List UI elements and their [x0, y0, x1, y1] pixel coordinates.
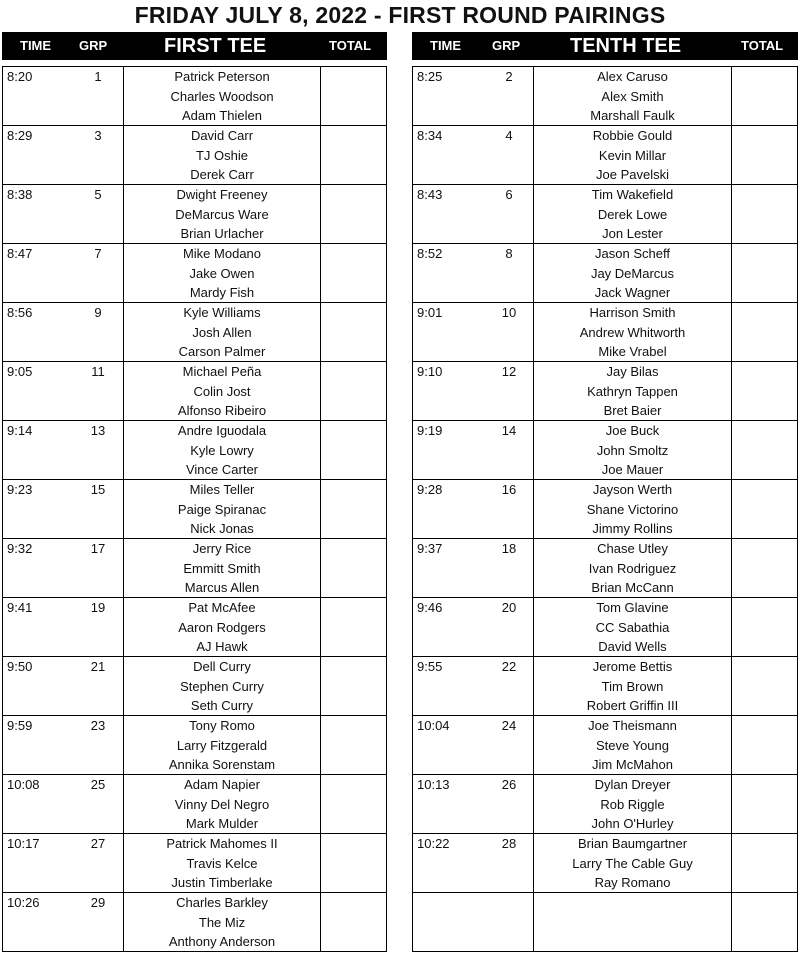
player-names [123, 303, 321, 361]
player-names [533, 657, 732, 715]
pairing-row [413, 420, 797, 479]
tee-time: 10:04 [417, 718, 450, 733]
player-name: Bret Baier [603, 403, 662, 419]
tee-time: 10:17 [7, 836, 40, 851]
pairing-row [3, 125, 386, 184]
pairing-row [413, 361, 797, 420]
group-number: 15 [90, 482, 106, 497]
player-name: Joe Pavelski [596, 167, 669, 183]
player-name: Andre Iguodala [177, 423, 267, 438]
player-name: Jack Wagner [594, 285, 671, 301]
player-names [123, 893, 321, 951]
player-name: Brian McCann [591, 580, 674, 596]
tee-time: 10:22 [417, 836, 450, 851]
tee-time: 9:32 [7, 541, 33, 556]
player-name: Aaron Rodgers [178, 619, 266, 635]
group-number: 27 [90, 836, 106, 851]
player-name: Kyle Lowry [190, 442, 254, 458]
player-name: Adam Napier [184, 777, 260, 792]
player-name: Jake Owen [189, 265, 255, 281]
player-name: Jim McMahon [592, 757, 673, 773]
player-name: Alex Smith [601, 88, 664, 104]
pairing-row [413, 833, 797, 892]
group-number: 17 [90, 541, 106, 556]
player-name: Alfonso Ribeiro [177, 403, 267, 419]
group-number [485, 893, 533, 951]
player-names [533, 539, 732, 597]
player-name: Jay DeMarcus [590, 265, 675, 281]
pairing-row [3, 833, 386, 892]
player-names [533, 244, 732, 302]
player-name: Dylan Dreyer [594, 777, 671, 792]
player-names [123, 126, 321, 184]
pairing-row [3, 302, 386, 361]
player-names [123, 775, 321, 833]
player-name: Mardy Fish [189, 285, 255, 301]
player-name: Travis Kelce [186, 855, 258, 871]
group-number: 18 [501, 541, 517, 556]
group-number: 24 [501, 718, 517, 733]
player-names [533, 126, 732, 184]
group-number: 20 [501, 600, 517, 615]
player-name: Colin Jost [193, 383, 251, 399]
player-names [123, 598, 321, 656]
pairing-row [3, 420, 386, 479]
player-name: Jerome Bettis [592, 659, 673, 674]
player-name: Emmitt Smith [183, 560, 261, 576]
player-name: Tony Romo [189, 718, 255, 733]
tee-time: 10:26 [7, 895, 40, 910]
tenth-tee-total-header: TOTAL [741, 38, 784, 53]
pairing-row [3, 538, 386, 597]
tee-time: 8:56 [7, 305, 33, 320]
player-name: Adam Thielen [182, 108, 262, 124]
player-name [534, 893, 731, 913]
player-names [123, 657, 321, 715]
player-name: John Smoltz [596, 442, 669, 458]
player-names [123, 834, 321, 892]
player-name: Patrick Mahomes II [166, 836, 278, 851]
player-name: Tim Brown [601, 678, 664, 694]
first-tee-title: FIRST TEE [164, 35, 267, 57]
player-name: Charles Barkley [176, 895, 268, 910]
player-names [533, 598, 732, 656]
player-name: Jon Lester [602, 226, 663, 242]
group-number: 29 [90, 895, 106, 910]
group-number: 9 [94, 305, 102, 320]
pairing-row [3, 184, 386, 243]
player-name: Marcus Allen [184, 580, 260, 596]
player-name: Ivan Rodriguez [588, 560, 677, 576]
pairing-row [413, 66, 797, 125]
player-names [123, 362, 321, 420]
pairing-row [3, 597, 386, 656]
player-name: Brian Baumgartner [577, 836, 688, 851]
player-name: Ray Romano [594, 875, 671, 891]
player-name: Joe Mauer [601, 462, 664, 478]
player-name: Charles Woodson [170, 88, 274, 104]
tee-time: 8:20 [7, 69, 33, 84]
pairing-row [413, 184, 797, 243]
pairing-row [3, 715, 386, 774]
player-name: AJ Hawk [196, 639, 248, 655]
tee-time: 9:19 [417, 423, 443, 438]
player-name: Jay Bilas [606, 364, 659, 379]
player-name: Tom Glavine [596, 600, 669, 615]
player-name: Patrick Peterson [174, 69, 270, 84]
group-number: 8 [505, 246, 513, 261]
player-name: Robert Griffin III [586, 698, 679, 714]
tee-time: 9:37 [417, 541, 443, 556]
player-name: The Miz [198, 914, 246, 930]
player-names [533, 775, 732, 833]
player-name: Kyle Williams [183, 305, 261, 320]
tee-time: 9:01 [417, 305, 443, 320]
player-names [533, 421, 732, 479]
tenth-tee-table [412, 66, 798, 952]
player-name: Andrew Whitworth [579, 324, 686, 340]
player-name: Vince Carter [185, 462, 258, 478]
player-name: Dwight Freeney [176, 187, 268, 202]
tee-time: 9:05 [7, 364, 33, 379]
group-number: 2 [505, 69, 513, 84]
tee-time: 9:14 [7, 423, 33, 438]
player-name: Brian Urlacher [180, 226, 264, 242]
pairing-row [413, 538, 797, 597]
pairing-row [413, 479, 797, 538]
player-name: Tim Wakefield [591, 187, 674, 202]
tenth-tee-header [412, 32, 798, 60]
player-name [534, 932, 731, 952]
tee-time: 9:41 [7, 600, 33, 615]
tee-time: 8:52 [417, 246, 443, 261]
tenth-tee-title: TENTH TEE [570, 35, 682, 57]
group-number: 28 [501, 836, 517, 851]
player-names [533, 303, 732, 361]
player-name: Derek Lowe [597, 206, 668, 222]
player-name: Michael Peña [182, 364, 262, 379]
player-name: Jason Scheff [595, 246, 670, 261]
tee-time: 9:28 [417, 482, 443, 497]
player-name: Mark Mulder [185, 816, 259, 832]
player-name: Shane Victorino [586, 501, 679, 517]
player-names [533, 185, 732, 243]
group-number: 3 [94, 128, 102, 143]
player-name: Joe Buck [605, 423, 660, 438]
player-names [123, 67, 321, 125]
player-names [123, 480, 321, 538]
player-names [533, 480, 732, 538]
tee-time: 9:46 [417, 600, 443, 615]
group-number: 10 [501, 305, 517, 320]
player-name: Rob Riggle [600, 796, 665, 812]
player-names [123, 244, 321, 302]
player-name: Miles Teller [189, 482, 255, 497]
player-name: Nick Jonas [190, 521, 254, 537]
player-name: Derek Carr [190, 167, 254, 183]
player-names [123, 421, 321, 479]
tee-time: 8:43 [417, 187, 443, 202]
tee-time: 9:50 [7, 659, 33, 674]
group-number: 11 [91, 364, 105, 379]
player-name: Pat McAfee [188, 600, 256, 615]
pairing-row [413, 597, 797, 656]
group-number: 4 [505, 128, 513, 143]
player-name: Steve Young [595, 737, 670, 753]
pairing-row [3, 656, 386, 715]
pairing-row [413, 302, 797, 361]
player-name: Mike Modano [182, 246, 262, 261]
player-names [533, 716, 732, 774]
player-name: Kevin Millar [598, 147, 667, 163]
player-name: Mike Vrabel [598, 344, 667, 360]
group-number: 22 [501, 659, 517, 674]
player-names [533, 893, 732, 951]
player-name: Justin Timberlake [171, 875, 273, 891]
pairing-row [3, 66, 386, 125]
player-name: Jerry Rice [192, 541, 252, 556]
player-names [533, 67, 732, 125]
player-name: Kathryn Tappen [587, 383, 678, 399]
player-name: Anthony Anderson [168, 934, 276, 950]
player-name: Chase Utley [597, 541, 668, 556]
player-name: Robbie Gould [592, 128, 673, 143]
player-name: Jayson Werth [592, 482, 673, 497]
tee-time: 9:59 [7, 718, 33, 733]
player-names [123, 716, 321, 774]
player-names [533, 834, 732, 892]
pairing-row [3, 479, 386, 538]
page-title: FRIDAY JULY 8, 2022 - FIRST ROUND PAIRINGS [134, 2, 666, 28]
pairing-row [3, 243, 386, 302]
player-name: Stephen Curry [180, 678, 264, 694]
pairing-row [413, 243, 797, 302]
first-tee-grp-header: GRP [79, 38, 108, 53]
first-tee-table [2, 66, 387, 952]
tee-time: 10:13 [417, 777, 450, 792]
tee-time: 9:10 [417, 364, 443, 379]
player-name: Annika Sorenstam [168, 757, 276, 773]
group-number: 16 [501, 482, 517, 497]
player-name: DeMarcus Ware [175, 206, 269, 222]
player-name: David Carr [190, 128, 254, 143]
tee-time: 8:34 [417, 128, 443, 143]
player-name: Dell Curry [193, 659, 251, 674]
pairing-row [3, 774, 386, 833]
tee-time: 8:47 [7, 246, 33, 261]
group-number: 23 [90, 718, 106, 733]
group-number: 1 [94, 69, 102, 84]
player-name: Harrison Smith [589, 305, 676, 320]
tee-time: 8:38 [7, 187, 33, 202]
player-names [533, 362, 732, 420]
player-name: Alex Caruso [597, 69, 668, 84]
player-names [123, 539, 321, 597]
pairing-row [3, 892, 386, 951]
player-name: John O'Hurley [591, 816, 674, 832]
player-name: Carson Palmer [178, 344, 266, 360]
group-number: 12 [501, 364, 517, 379]
player-names [123, 185, 321, 243]
group-number: 6 [505, 187, 513, 202]
tenth-tee-time-header: TIME [430, 38, 462, 53]
group-number: 25 [90, 777, 106, 792]
player-name: Josh Allen [192, 324, 252, 340]
first-tee-header [2, 32, 387, 60]
pairing-row [413, 774, 797, 833]
player-name: Larry Fitzgerald [176, 737, 268, 753]
tee-time: 10:08 [7, 777, 40, 792]
tee-time: 9:23 [7, 482, 33, 497]
tee-time: 8:25 [417, 69, 443, 84]
player-name: CC Sabathia [595, 619, 670, 635]
pairing-row [3, 361, 386, 420]
pairing-row [413, 715, 797, 774]
player-name [534, 913, 731, 933]
tenth-tee-grp-header: GRP [492, 38, 521, 53]
first-tee-total-header: TOTAL [329, 38, 372, 53]
group-number: 21 [90, 659, 106, 674]
player-name: Jimmy Rollins [592, 521, 673, 537]
first-tee-time-header: TIME [20, 38, 52, 53]
player-name: David Wells [598, 639, 667, 655]
group-number: 7 [94, 246, 102, 261]
player-name: Paige Spiranac [177, 501, 267, 517]
group-number: 19 [90, 600, 106, 615]
tee-time: 9:55 [417, 659, 443, 674]
tee-time [413, 893, 485, 951]
player-name: Joe Theismann [588, 718, 677, 733]
group-number: 26 [501, 777, 517, 792]
player-name: Larry The Cable Guy [572, 855, 693, 871]
group-number: 5 [94, 187, 102, 202]
pairing-row [413, 892, 797, 951]
group-number: 13 [90, 423, 106, 438]
tee-time: 8:29 [7, 128, 33, 143]
pairing-row [413, 125, 797, 184]
player-name: Seth Curry [190, 698, 254, 714]
player-name: Marshall Faulk [590, 108, 675, 124]
player-name: TJ Oshie [195, 147, 248, 163]
group-number: 14 [501, 423, 517, 438]
pairing-row [413, 656, 797, 715]
player-name: Vinny Del Negro [174, 796, 270, 812]
